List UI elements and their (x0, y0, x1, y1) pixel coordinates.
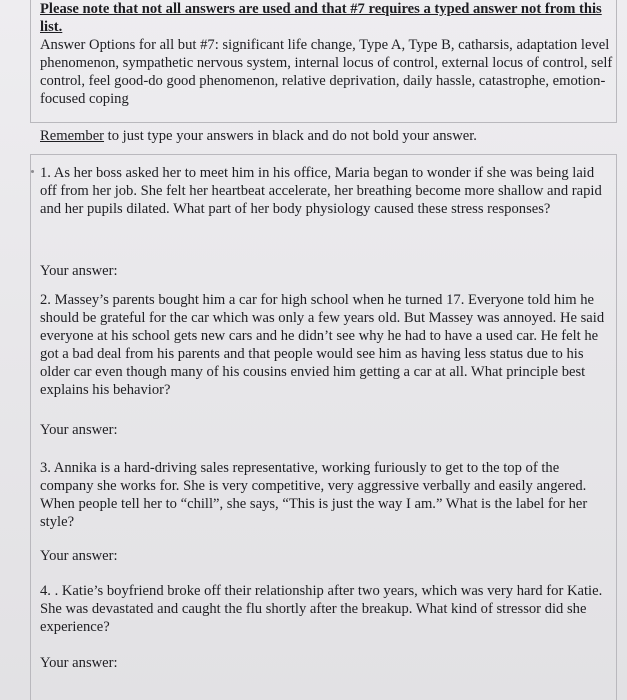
question-3-answer-label: Your answer: (40, 548, 118, 564)
remember-text: to just type your answers in black and do not bold your answer. (104, 128, 477, 144)
question-2-answer-label: Your answer: (40, 422, 118, 438)
question-4-text: 4. . Katie’s boyfriend broke off their relationship after two years, which was very hard for Katie. She was devastated and caught the flu shortly after the breakup. What kind of stressor did she experience? (40, 583, 603, 635)
remember-label: Remember (40, 128, 105, 144)
instructions-note: Please note that not all answers are used and that #7 requires a typed answer not from this list. (40, 1, 602, 35)
question-1-answer-label: Your answer: (40, 263, 118, 279)
document-content (40, 0, 615, 671)
question-1-text: 1. As her boss asked her to meet him in his office, Maria began to wonder if she was being laid off from her job. She felt her heartbeat accelerate, her breathing become more shallow and rapid and her pupils dilated. What part of her body physiology caused these stress responses? (40, 165, 602, 217)
question-2-text: 2. Massey’s parents bought him a car for high school when he turned 17. Everyone told him he should be grateful for the car which was only a few years old. But Massey was annoyed. He said everyone at his school gets new cars and he didn’t see why he had to have a used car. He felt he got a bad deal from his parents and that people would see him as having less status due to his older car even though many of his cousins envied him getting a car at all. What principle best explains his behavior? (40, 292, 605, 398)
question-3-text: 3. Annika is a hard-driving sales representative, working furiously to get to the top of the company she works for. She is very competitive, very aggressive verbally and easily angered. When people tell her to “chill”, she says, “This is just the way I am.” What is the label for her style? (40, 460, 588, 530)
question-4-answer-label: Your answer: (40, 655, 118, 671)
answer-options: Answer Options for all but #7: significant life change, Type A, Type B, catharsis, adaptation level phenomenon, sympathetic nervous system, internal locus of control, external locus of control, self control, feel good-do good phenomenon, relative deprivation, daily hassle, catastrophe, emotion-focused coping (40, 37, 613, 107)
remember-instruction (40, 127, 615, 145)
bullet-dot-icon (31, 170, 34, 173)
